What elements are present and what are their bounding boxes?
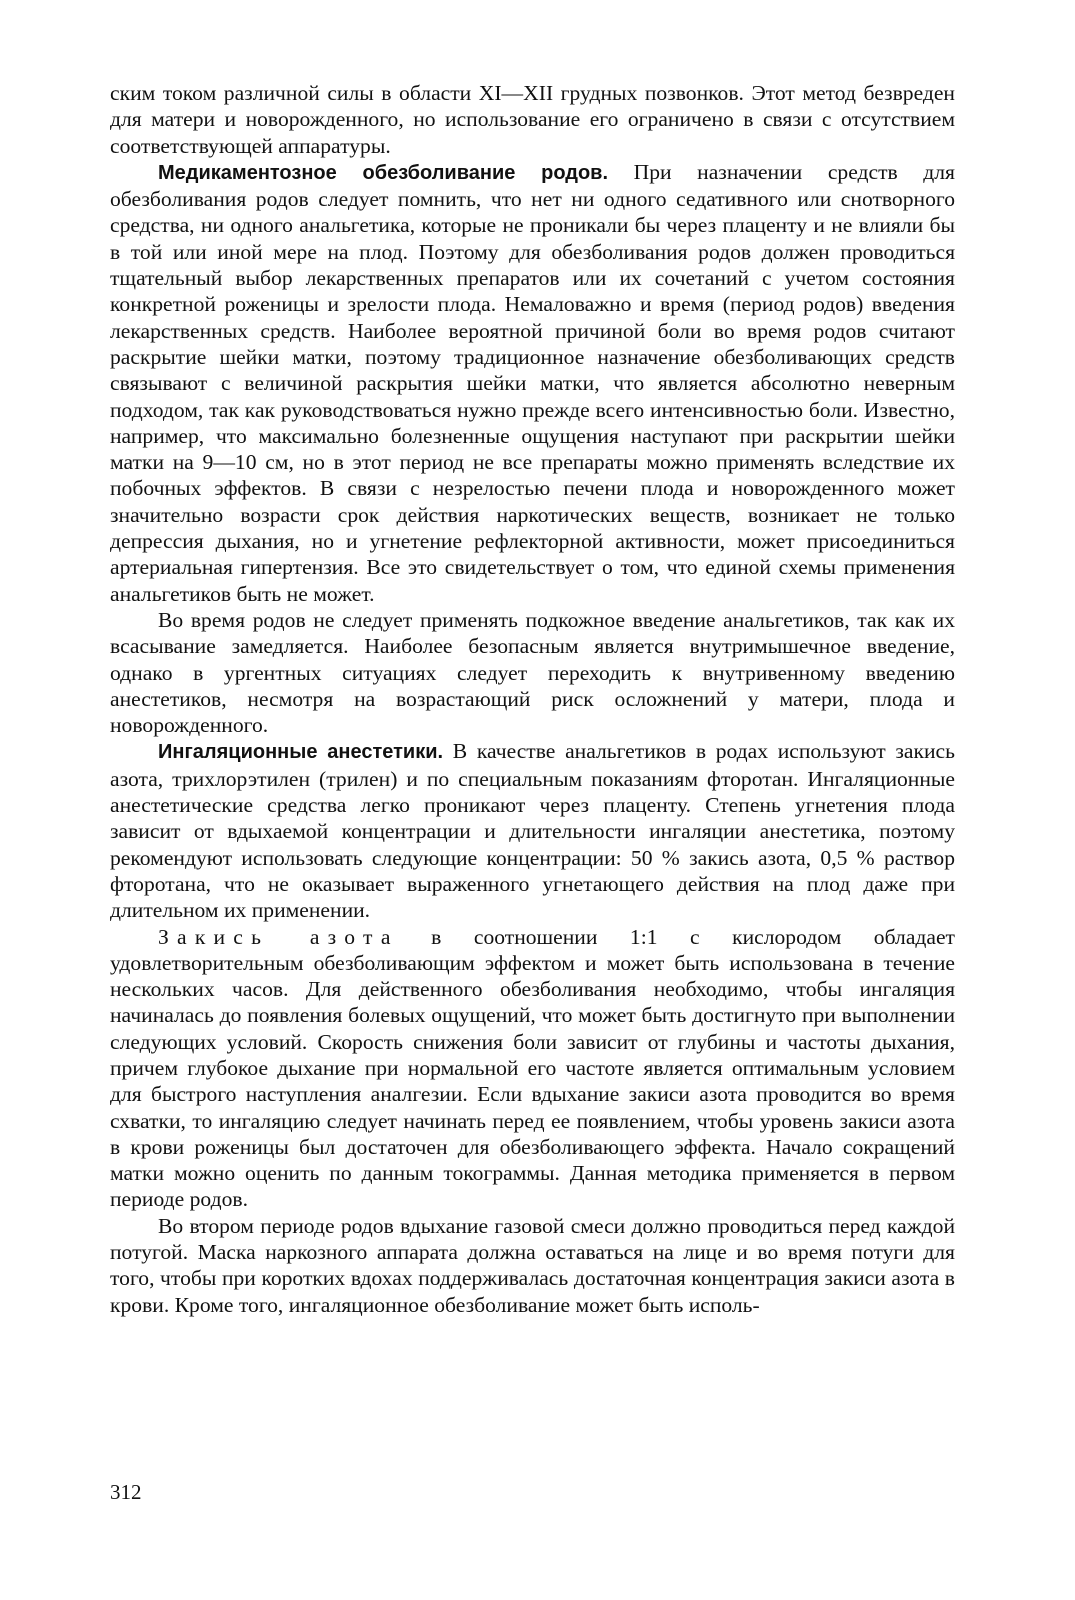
- paragraph-text: Во втором периоде родов вдыхание газовой смеси должно проводиться перед каждой потугой. Маска наркозного аппарата должна оставаться на лице и во время потуги для того, чтобы при коротких вдохах поддерживалась достаточная концентрация закиси азота в крови. Кроме того, ингаляционное обезболивание может быть исполь-: [110, 1213, 955, 1317]
- paragraph-text: При назначении средств для обезболивания родов следует помнить, что нет ни одного седативного или снотворного средства, ни одного анальгетика, которые не проникали бы через плаценту и не влияли бы в той или иной мере на плод. Поэтому для обезболивания родов должен проводиться тщательный выбор лекарственных препаратов или их сочетаний с учетом состояния конкретной роженицы и зрелости плода. Немаловажно и время (период родов) введения лекарственных средств. Наиболее вероятной причиной боли во время родов считают раскрытие шейки матки, поэтому традиционное назначение обезболивающих средств связывают с величиной раскрытия шейки матки, что является абсолютно неверным подходом, так как руководствоваться нужно прежде всего интенсивностью боли. Известно, например, что максимально болезненные ощущения наступают при раскрытии шейки матки на 9—10 см, но в этот период не все препараты можно применять вследствие их побочных эффектов. В связи с незрелостью печени плода и новорожденного может значительно возрасти срок действия наркотических веществ, возникает не только депрессия дыхания, но и угнетение рефлекторной активности, может присоединиться артериальная гипертензия. Все это свидетельствует о том, что единой схемы применения анальгетиков быть не может.: [110, 159, 955, 606]
- paragraph-continuation: [110, 80, 955, 159]
- paragraph-text: Во время родов не следует применять подкожное введение анальгетиков, так как их всасывание замедляется. Наиболее безопасным является внутримышечное введение, однако в ургентных ситуациях следует переходить к внутривенному введению анестетиков, несмотря на возрастающий риск осложнений у матери, плода и новорожденного.: [110, 607, 955, 738]
- paragraph-inhalation-anesthetics: [110, 738, 955, 923]
- paragraph-text: ским током различной силы в области XI—XII грудных позвонков. Этот метод безвреден для матери и новорожденного, но использование его ограничено в связи с отсутствием соответствующей аппаратуры.: [110, 81, 955, 158]
- paragraph-second-stage: [110, 1213, 955, 1318]
- paragraph-administration-route: [110, 607, 955, 738]
- section-heading-medication: Медикаментозное обезболивание родов.: [158, 161, 609, 184]
- paragraph-text: В качестве анальгетиков в родах используют закись азота, трихлорэтилен (трилен) и по специальным показаниям фторотан. Ингаляционные анестетические средства легко проникают через плаценту. Степень угнетения плода зависит от вдыхаемой концентрации и длительности ингаляции анестетика, поэтому рекомендуют использовать следующие концентрации: 50 % закись азота, 0,5 % раствор фторотана, что не оказывает выраженного угнетающего действия на плод даже при длительном их применении.: [110, 739, 955, 923]
- spaced-term-nitrous-oxide: Закись азота: [158, 924, 399, 949]
- paragraph-text: в соотношении 1:1 с кислородом обладает удовлетворительным обезболивающим эффектом и может быть использована в течение нескольких часов. Для действенного обезболивания необходимо, чтобы ингаляция начиналась до появления болевых ощущений, что может быть достигнуто при выполнении следующих условий. Скорость снижения боли зависит от глубины и частоты дыхания, причем глубокое дыхание при нормальной его частоте является оптимальным условием для быстрого наступления аналгезии. Если вдыхание закиси азота проводится во время схватки, то ингаляцию следует начинать перед ее появлением, чтобы уровень закиси азота в крови роженицы был достаточен для обезболивающего эффекта. Начало сокращений матки можно оценить по данным токограммы. Данная методика применяется в первом периоде родов.: [110, 924, 955, 1212]
- page-body: [110, 80, 955, 1318]
- paragraph-nitrous-oxide: [110, 924, 955, 1213]
- paragraph-medication-analgesia: [110, 159, 955, 607]
- section-heading-inhalation: Ингаляционные анестетики.: [158, 741, 444, 764]
- page-number: 312: [110, 1480, 142, 1504]
